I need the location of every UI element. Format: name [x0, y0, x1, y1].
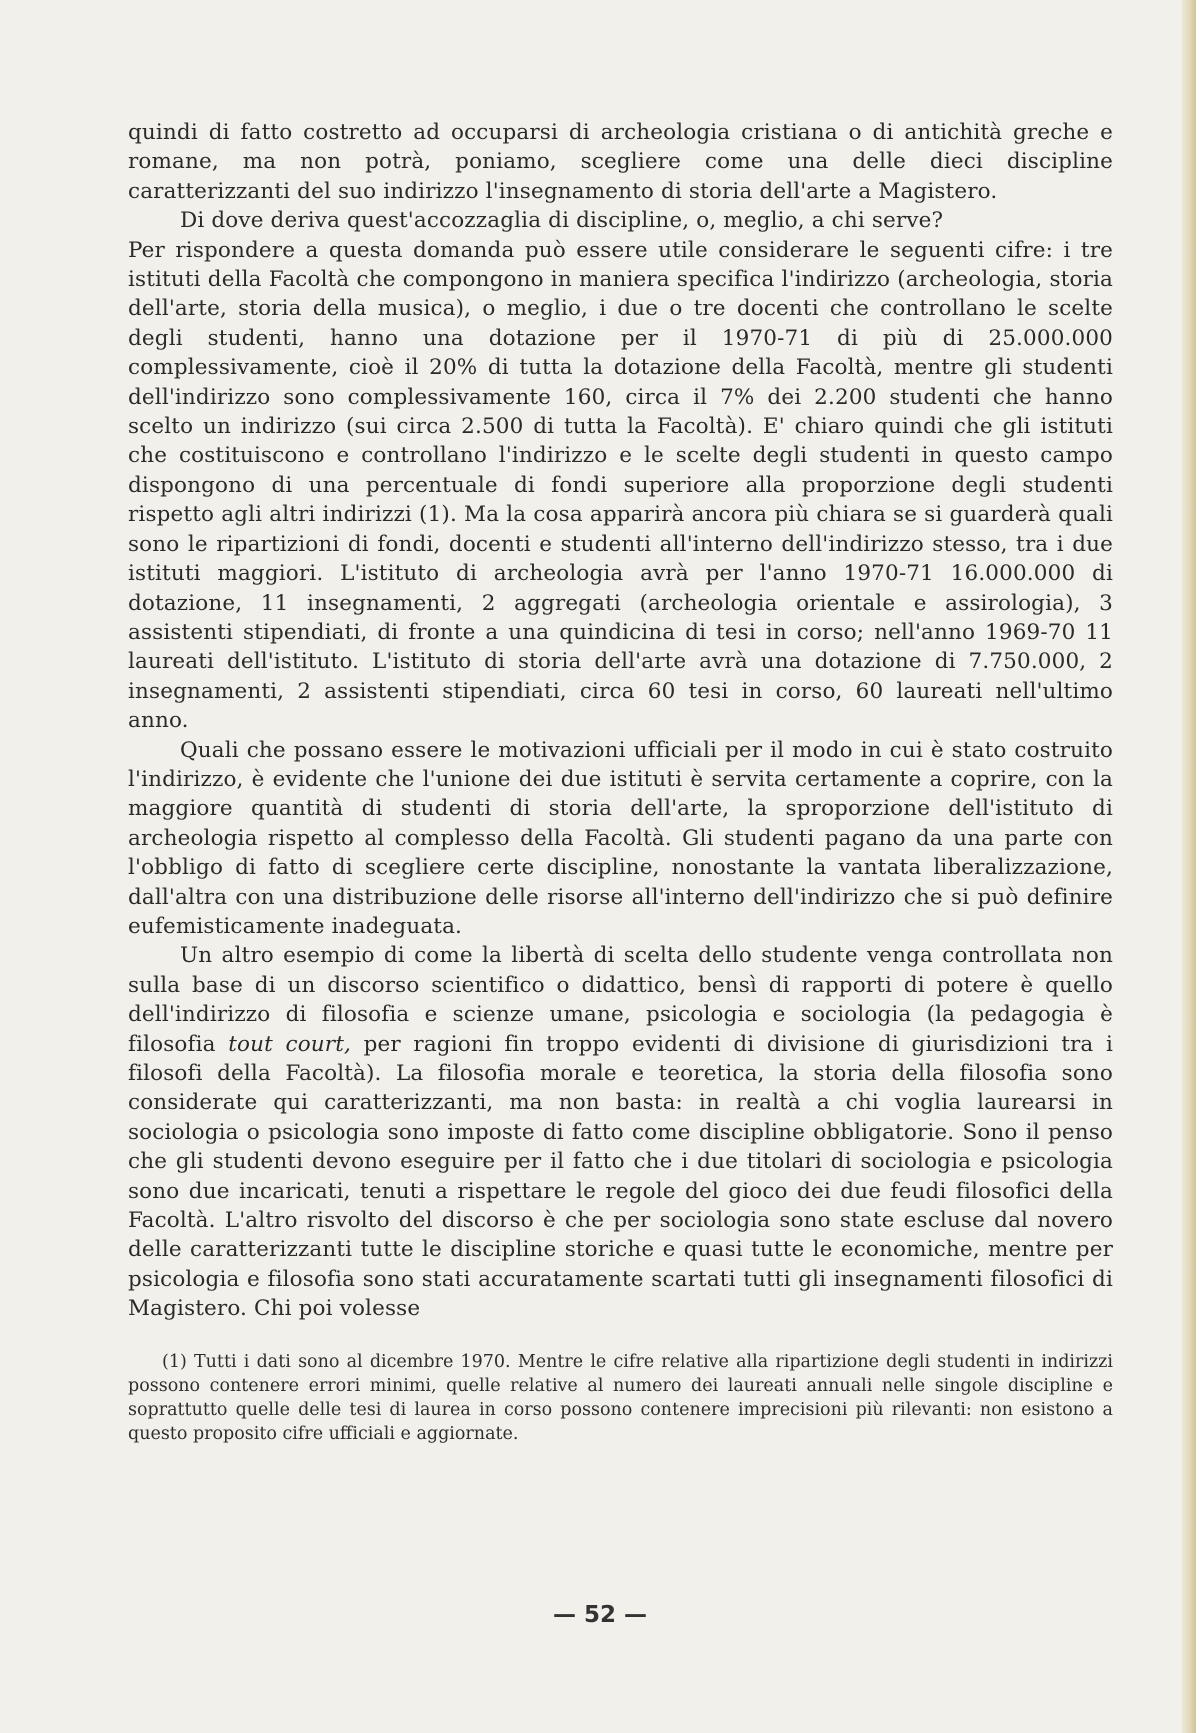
- paragraph-3: Per rispondere a questa domanda può essere utile considerare le seguenti cifre: i tre istituti della Facoltà che compongono in maniera specifica l'indirizzo (archeologia, storia dell'arte, storia della musica), o meglio, i due o tre docenti che controllano le scelte degli studenti, hanno una dotazione per il 1970-71 di più di 25.000.000 complessivamente, cioè il 20% di tutta la dotazione della Facoltà, mentre gli studenti dell'indirizzo sono complessivamente 160, circa il 7% dei 2.200 studenti che hanno scelto un indirizzo (sui circa 2.500 di tutta la Facoltà). E' chiaro quindi che gli istituti che costituiscono e controllano l'indirizzo e le scelte degli studenti in questo campo dispongono di una percentuale di fondi superiore alla proporzione degli studenti rispetto agli altri indirizzi (1). Ma la cosa apparirà ancora più chiara se si guarderà quali sono le ripartizioni di fondi, docenti e studenti all'interno dell'indirizzo stesso, tra i due istituti maggiori. L'istituto di archeologia avrà per l'anno 1970-71 16.000.000 di dotazione, 11 insegnamenti, 2 aggregati (archeologia orientale e assirologia), 3 assistenti stipendiati, di fronte a una quindicina di tesi in corso; nell'anno 1969-70 11 laureati dell'istituto. L'istituto di storia dell'arte avrà una dotazione di 7.750.000, 2 insegnamenti, 2 assistenti stipendiati, circa 60 tesi in corso, 60 laureati nell'ultimo anno.: [128, 237, 1113, 734]
- paragraph-1: quindi di fatto costretto ad occuparsi di archeologia cristiana o di antichità greche e romane, ma non potrà, poniamo, scegliere come una delle dieci discipline caratterizzanti del suo indirizzo l'insegnamento di storia dell'arte a Magistero.: [128, 120, 1113, 204]
- paragraph-5: [128, 941, 1113, 1323]
- page-edge: [1182, 0, 1196, 1733]
- page-number: — 52 —: [552, 1602, 648, 1628]
- body-text: [128, 118, 1113, 1324]
- paragraph-5-italic: tout court,: [228, 1031, 351, 1057]
- footnote-text: (1) Tutti i dati sono al dicembre 1970. Mentre le cifre relative alla ripartizione degli studenti in indirizzi possono contenere errori minimi, quelle relative al numero dei laureati annuali nelle singole discipline e soprattutto quelle delle tesi di laurea in corso possono contenere imprecisioni più rilevanti: non esistono a questo proposito cifre ufficiali e aggiornate.: [128, 1351, 1113, 1445]
- footnote: [128, 1350, 1113, 1447]
- paragraph-2: Di dove deriva quest'accozzaglia di discipline, o, meglio, a chi serve?: [180, 208, 944, 234]
- paragraph-4: Quali che possano essere le motivazioni ufficiali per il modo in cui è stato costruito l'indirizzo, è evidente che l'unione dei due istituti è servita certamente a coprire, con la maggiore quantità di studenti di storia dell'arte, la sproporzione dell'istituto di archeologia rispetto al complesso della Facoltà. Gli studenti pagano da una parte con l'obbligo di fatto di scegliere certe discipline, nonostante la vantata liberalizzazione, dall'altra con una distribuzione delle risorse all'interno dell'indirizzo che si può definire eufemisticamente inadeguata.: [128, 737, 1113, 939]
- text-block: [128, 118, 1113, 1446]
- paragraph-5-part-2: per ragioni fin troppo evidenti di divisione di giurisdizioni tra i filosofi della Facoltà). La filosofia morale e teoretica, la storia della filosofia sono considerate qui caratterizzanti, ma non basta: in realtà a chi voglia laurearsi in sociologia o psicologia sono imposte di fatto come discipline obbligatorie. Sono il penso che gli studenti devono eseguire per il fatto che i due titolari di sociologia e psicologia sono due incaricati, tenuti a rispettare le regole del gioco dei due feudi filosofici della Facoltà. L'altro risvolto del discorso è che per sociologia sono state escluse dal novero delle caratterizzanti tutte le discipline storiche e quasi tutte le economiche, mentre per psicologia e filosofia sono stati accuratamente scartati tutti gli insegnamenti filosofici di Magistero. Chi poi volesse: [128, 1031, 1113, 1322]
- paragraph-5-part-1: Un altro esempio di come la libertà di scelta dello studente venga controllata non sulla base di un discorso scientifico o didattico, bensì di rapporti di potere è quello dell'indirizzo di filosofia e scienze umane, psicologia e sociologia (la pedagogia è filosofia: [128, 943, 1113, 1057]
